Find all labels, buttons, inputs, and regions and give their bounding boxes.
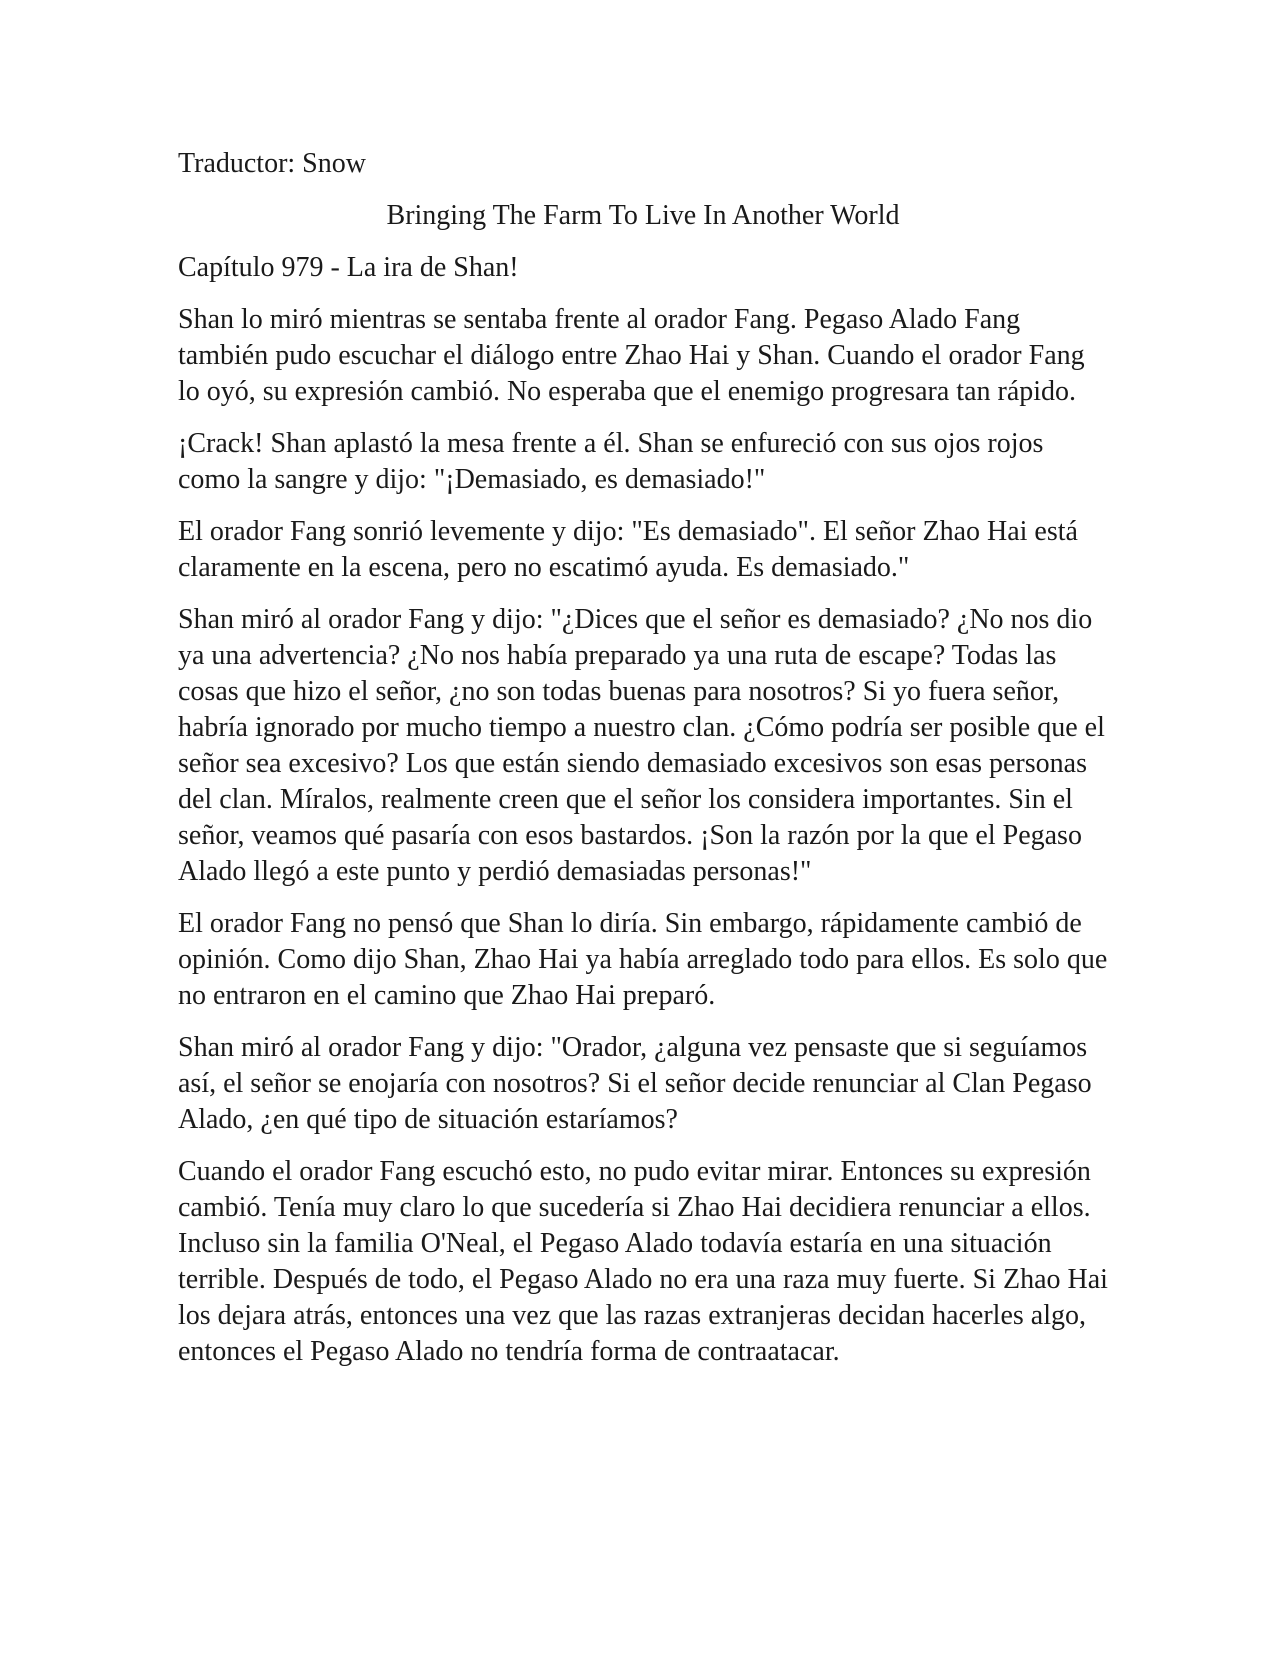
translator-credit: Traductor: Snow (178, 148, 366, 179)
paragraph: ¡Crack! Shan aplastó la mesa frente a él. Shan se enfureció con sus ojos rojos como la sangre y dijo: "¡Demasiado, es demasiado!" (178, 428, 1044, 495)
chapter-title: Capítulo 979 - La ira de Shan! (178, 252, 519, 283)
book-title: Bringing The Farm To Live In Another World (386, 200, 900, 231)
paragraph: Shan miró al orador Fang y dijo: "¿Dices que el señor es demasiado? ¿No nos dio ya una advertencia? ¿No nos había preparado ya una ruta de escape? Todas las cosas que hizo el señor, ¿no son todas buenas para nosotros? Si yo fuera señor, habría ignorado por mucho tiempo a nuestro clan. ¿Cómo podría ser posible que el señor sea excesivo? Los que están siendo demasiado excesivos son esas personas del clan. Míralos, realmente creen que el señor los considera importantes. Sin el señor, veamos qué pasaría con esos bastardos. ¡Son la razón por la que el Pegaso Alado llegó a este punto y perdió demasiadas personas!" (178, 604, 1105, 887)
paragraph: El orador Fang sonrió levemente y dijo: "Es demasiado". El señor Zhao Hai está claramente en la escena, pero no escatimó ayuda. Es demasiado." (178, 516, 1078, 583)
paragraph: El orador Fang no pensó que Shan lo diría. Sin embargo, rápidamente cambió de opinión. Como dijo Shan, Zhao Hai ya había arreglado todo para ellos. Es solo que no entraron en el camino que Zhao Hai preparó. (178, 908, 1108, 1011)
paragraph: Shan miró al orador Fang y dijo: "Orador, ¿alguna vez pensaste que si seguíamos así, el señor se enojaría con nosotros? Si el señor decide renunciar al Clan Pegaso Alado, ¿en qué tipo de situación estaríamos? (178, 1032, 1092, 1135)
paragraph: Cuando el orador Fang escuchó esto, no pudo evitar mirar. Entonces su expresión cambió. Tenía muy claro lo que sucedería si Zhao Hai decidiera renunciar a ellos. Incluso sin la familia O'Neal, el Pegaso Alado todavía estaría en una situación terrible. Después de todo, el Pegaso Alado no era una raza muy fuerte. Si Zhao Hai los dejara atrás, entonces una vez que las razas extranjeras decidan hacerles algo, entonces el Pegaso Alado no tendría forma de contraatacar. (178, 1156, 1108, 1367)
document-body (178, 146, 1108, 1386)
paragraph: Shan lo miró mientras se sentaba frente al orador Fang. Pegaso Alado Fang también pudo escuchar el diálogo entre Zhao Hai y Shan. Cuando el orador Fang lo oyó, su expresión cambió. No esperaba que el enemigo progresara tan rápido. (178, 304, 1085, 407)
